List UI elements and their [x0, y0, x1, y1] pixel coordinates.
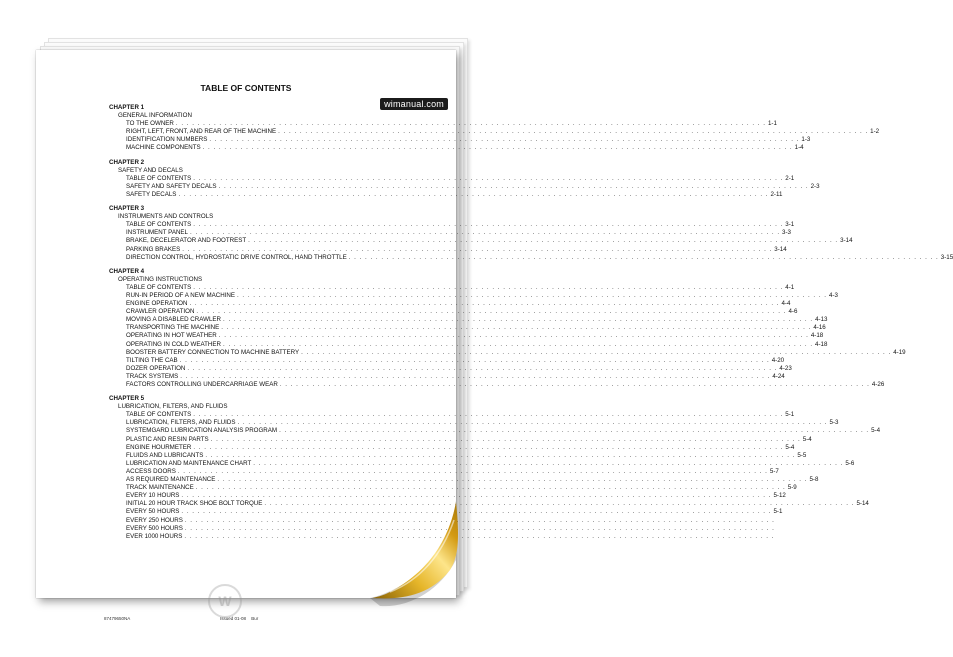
toc-entry-page: 5-1: [773, 508, 783, 516]
toc-entry-page: 5-4: [785, 443, 795, 451]
toc-entry[interactable]: [109, 443, 795, 452]
dot-leader: [203, 144, 793, 152]
toc-entry[interactable]: [109, 174, 795, 183]
dot-leader: [180, 357, 770, 365]
dot-leader: [301, 349, 891, 357]
dot-leader: [209, 136, 799, 144]
toc-entry-page: 4-3: [829, 291, 838, 299]
toc-entry-page: 4-18: [815, 340, 828, 348]
dot-leader: [193, 411, 783, 419]
dot-leader: [280, 381, 870, 389]
dot-leader: [185, 517, 775, 525]
chapter-section-title: INSTRUMENTS AND CONTROLS: [118, 213, 214, 221]
toc-entry[interactable]: [109, 340, 828, 349]
dot-leader: [223, 316, 813, 324]
toc-entry-title: DIRECTION CONTROL, HYDROSTATIC DRIVE CONTROL, HAND THROTTLE: [126, 253, 347, 261]
toc-entry-page: 3-1: [785, 221, 795, 229]
toc-entry-page: 2-1: [785, 174, 795, 182]
toc-entry-page: 4-13: [815, 316, 828, 324]
toc-entry-title: MOVING A DISABLED CRAWLER: [126, 316, 222, 324]
dot-leader: [180, 373, 770, 381]
toc-entry-page: 5-1: [785, 411, 795, 419]
toc-entry-title: TRACK MAINTENANCE: [126, 484, 194, 492]
dot-leader: [221, 324, 811, 332]
toc-entry-page: 5-4: [871, 427, 881, 435]
dot-leader: [189, 300, 779, 308]
toc-entry[interactable]: [109, 476, 819, 484]
toc-entry-title: EVERY 500 HOURS: [126, 524, 183, 532]
dot-leader: [196, 308, 786, 316]
toc-entry[interactable]: [109, 221, 795, 229]
toc-entry-title: CRAWLER OPERATION: [126, 308, 195, 316]
toc-entry[interactable]: [109, 237, 853, 245]
dot-leader: [181, 492, 771, 500]
toc-entry[interactable]: [109, 300, 791, 308]
dot-leader: [185, 525, 775, 533]
dot-leader: [193, 221, 783, 229]
toc-entry-title: TABLE OF CONTENTS: [126, 283, 192, 291]
dot-leader: [190, 229, 780, 237]
dot-leader: [187, 365, 777, 373]
toc-entry-title: FLUIDS AND LUBRICANTS: [126, 451, 204, 459]
toc-entry[interactable]: [109, 136, 811, 144]
toc-entry-page: 5-7: [769, 467, 779, 475]
toc-entry[interactable]: [109, 348, 906, 357]
toc-entry-title: EVERY 250 HOURS: [126, 516, 183, 524]
toc-entry-page: 3-14: [774, 245, 787, 253]
toc-entry[interactable]: [109, 245, 787, 254]
toc-entry-title: SAFETY AND SAFETY DECALS: [126, 182, 217, 190]
chapter-title: CHAPTER 4: [109, 267, 145, 275]
dot-leader: [193, 284, 783, 292]
dot-leader: [237, 292, 827, 300]
toc-entry-title: RUN-IN PERIOD OF A NEW MACHINE: [126, 291, 235, 299]
toc-entry-page: 4-6: [788, 308, 798, 316]
toc-entry-page: 4-4: [781, 300, 791, 308]
toc-entry-title: TRACK SYSTEMS: [126, 372, 179, 380]
toc-entry-page: 2-11: [770, 190, 783, 198]
toc-entry[interactable]: [109, 356, 785, 365]
toc-entry-title: TABLE OF CONTENTS: [126, 174, 192, 182]
toc-entry[interactable]: [109, 435, 812, 444]
toc-entry[interactable]: [109, 324, 826, 332]
dot-leader: [219, 183, 809, 191]
toc-entry[interactable]: [109, 144, 804, 152]
toc-entry-page: 1-3: [801, 136, 811, 144]
toc-entry[interactable]: [109, 381, 885, 389]
dot-leader: [178, 191, 768, 199]
toc-entry-page: 4-16: [813, 324, 826, 332]
toc-entry-title: TILTING THE CAB: [126, 356, 178, 364]
toc-entry-title: TRANSPORTING THE MACHINE: [126, 324, 220, 332]
toc-entry[interactable]: [109, 229, 791, 237]
site-watermark: wimanual.com: [380, 98, 448, 110]
dot-leader: [193, 444, 783, 452]
toc-entry-title: OPERATING IN HOT WEATHER: [126, 332, 217, 340]
dot-leader: [237, 419, 827, 427]
toc-entry[interactable]: [109, 364, 792, 373]
toc-entry-page: 4-20: [771, 356, 785, 364]
toc-entry-title: OPERATING IN COLD WEATHER: [126, 340, 221, 348]
dot-leader: [184, 533, 774, 541]
toc-entry-title: TABLE OF CONTENTS: [126, 221, 192, 229]
dot-leader: [181, 508, 771, 516]
toc-entry-title: RIGHT, LEFT, FRONT, AND REAR OF THE MACHINE: [126, 128, 277, 136]
dot-leader: [219, 332, 809, 340]
toc-entry[interactable]: [109, 484, 797, 492]
toc-entry-page: 4-19: [893, 348, 906, 356]
chapter-title: CHAPTER 5: [109, 395, 145, 403]
dot-leader: [211, 436, 801, 444]
toc-entry-page: 4-26: [871, 381, 885, 388]
dot-leader: [193, 175, 783, 183]
dot-leader: [178, 468, 768, 476]
dot-leader: [196, 484, 786, 492]
page-curl-icon: [370, 500, 470, 612]
dot-leader: [278, 128, 868, 136]
toc-entry-page: 5-12: [773, 492, 786, 500]
dot-leader: [253, 460, 843, 468]
toc-entry-page: 3-14: [840, 237, 853, 245]
chapter-block: [109, 267, 906, 389]
toc-entry-title: SAFETY DECALS: [126, 190, 177, 198]
toc-entry-page: 5-5: [797, 451, 807, 459]
toc-entry[interactable]: [109, 291, 838, 300]
chapter-block: [109, 104, 880, 153]
toc-entry-title: BRAKE, DECELERATOR AND FOOTREST: [126, 237, 247, 245]
toc-entry[interactable]: [109, 190, 783, 199]
toc-entry-page: 4-23: [779, 364, 792, 372]
toc-entry-page: 5-4: [802, 435, 812, 443]
toc-entry-title: ENGINE HOURMETER: [126, 443, 192, 451]
table-of-contents: [109, 104, 953, 541]
toc-entry-title: INITIAL 20 HOUR TRACK SHOE BOLT TORQUE: [126, 500, 263, 508]
toc-entry[interactable]: [109, 308, 798, 316]
toc-entry-page: 5-6: [845, 459, 855, 467]
toc-entry-page: 5-3: [829, 419, 839, 427]
chapter-section-title: LUBRICATION, FILTERS, AND FLUIDS: [118, 403, 228, 411]
toc-entry-title: IDENTIFICATION NUMBERS: [126, 136, 208, 144]
toc-entry[interactable]: [109, 411, 795, 419]
toc-entry-title: EVERY 10 HOURS: [126, 492, 180, 500]
footer-doc-number: 87479650NA: [104, 616, 131, 621]
toc-entry-page: 2-3: [810, 182, 820, 190]
toc-entry-page: 4-18: [810, 332, 824, 340]
toc-entry-title: LUBRICATION, FILTERS, AND FLUIDS: [126, 419, 236, 427]
dot-leader: [223, 341, 813, 349]
chapter-title: CHAPTER 3: [109, 205, 145, 213]
toc-entry-title: LUBRICATION AND MAINTENANCE CHART: [126, 459, 252, 467]
toc-entry[interactable]: [109, 316, 828, 324]
dot-leader: [264, 500, 854, 508]
page-title: TABLE OF CONTENTS: [200, 83, 292, 93]
dot-leader: [176, 120, 766, 128]
toc-entry[interactable]: [109, 427, 881, 435]
toc-entry-title: MACHINE COMPONENTS: [126, 144, 201, 152]
toc-entry-title: TO THE OWNER: [126, 120, 174, 128]
toc-entry[interactable]: [109, 419, 839, 427]
toc-entry[interactable]: [109, 459, 855, 468]
toc-entry-title: EVER 1000 HOURS: [126, 532, 183, 540]
dot-leader: [182, 246, 772, 254]
toc-entry[interactable]: [109, 451, 807, 460]
dot-leader: [349, 254, 939, 262]
toc-entry[interactable]: [109, 467, 779, 476]
toc-entry-title: SYSTEMGARD LUBRICATION ANALYSIS PROGRAM: [126, 427, 278, 435]
dot-leader: [217, 476, 807, 484]
chapter-title: CHAPTER 2: [109, 158, 145, 166]
chapter-title: CHAPTER 1: [109, 104, 145, 111]
toc-entry[interactable]: [109, 332, 824, 340]
dot-leader: [248, 237, 838, 245]
chapter-section-title: GENERAL INFORMATION: [118, 112, 192, 120]
toc-entry-title: ACCESS DOORS: [126, 467, 176, 475]
toc-entry-page: 4-1: [785, 283, 795, 291]
toc-entry[interactable]: [109, 120, 777, 128]
toc-entry-page: 1-1: [767, 120, 777, 128]
toc-entry-title: ENGINE OPERATION: [126, 300, 188, 308]
toc-entry[interactable]: [109, 253, 953, 262]
toc-entry-page: 5-8: [809, 476, 819, 484]
toc-entry-title: EVERY 50 HOURS: [126, 508, 180, 516]
watermark-logo-icon: W: [208, 584, 242, 618]
dot-leader: [279, 427, 869, 435]
toc-entry-page: 3-15: [940, 253, 953, 261]
toc-entry-title: AS REQUIRED MAINTENANCE: [126, 476, 216, 484]
toc-entry-title: DOZER OPERATION: [126, 364, 186, 372]
toc-entry-title: TABLE OF CONTENTS: [126, 411, 192, 419]
toc-entry-page: 3-3: [782, 229, 791, 237]
chapter-section-title: SAFETY AND DECALS: [118, 166, 183, 174]
chapter-section-title: OPERATING INSTRUCTIONS: [118, 275, 203, 283]
dot-leader: [205, 452, 795, 460]
toc-entry[interactable]: [109, 283, 795, 292]
toc-entry[interactable]: [109, 372, 785, 381]
footer-issued: Issued 01-08: [220, 616, 247, 621]
toc-entry-title: PLASTIC AND RESIN PARTS: [126, 435, 209, 443]
toc-entry-title: FACTORS CONTROLLING UNDERCARRIAGE WEAR: [126, 381, 278, 388]
toc-entry-title: PARKING BRAKES: [126, 245, 181, 253]
toc-entry[interactable]: [109, 182, 820, 191]
toc-entry-page: 4-24: [772, 372, 785, 380]
toc-entry-page: 1-4: [794, 144, 804, 152]
toc-entry-title: INSTRUMENT PANEL: [126, 229, 188, 237]
footer-language: Bur: [251, 616, 259, 621]
toc-entry-title: BOOSTER BATTERY CONNECTION TO MACHINE BATTERY: [126, 348, 300, 356]
toc-entry-page: 5-14: [856, 500, 869, 508]
toc-entry-page: 5-9: [787, 484, 797, 492]
toc-entry[interactable]: [109, 128, 880, 136]
chapter-block: [109, 158, 820, 199]
chapter-block: [109, 205, 953, 262]
toc-entry-page: 1-2: [870, 128, 880, 136]
